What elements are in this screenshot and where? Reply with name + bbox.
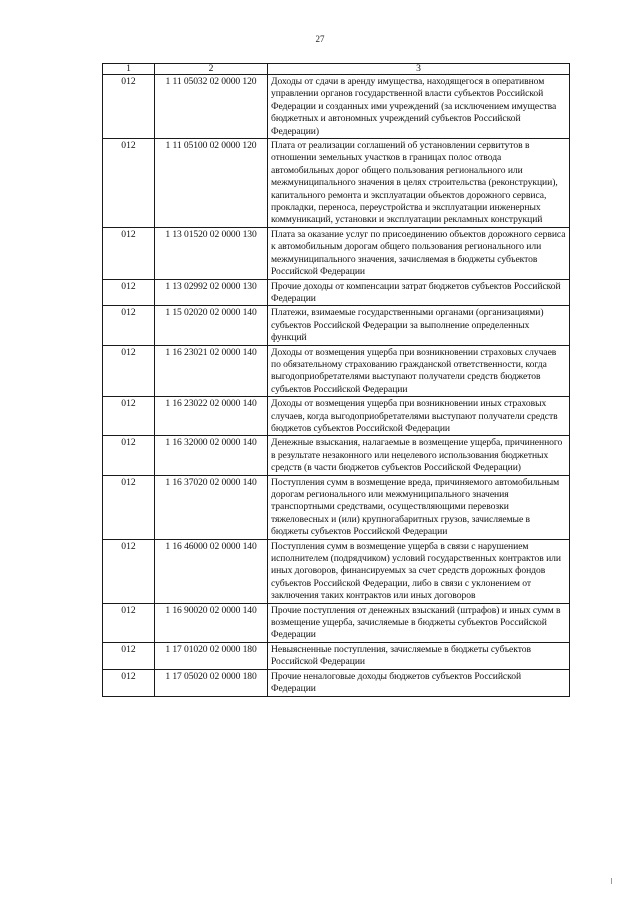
revenue-code-cell: 1 13 01520 02 0000 130	[155, 227, 268, 279]
admin-code-cell: 012	[103, 603, 155, 642]
revenue-description-cell: Поступления сумм в возмещение ущерба в связи с нарушением исполнителем (подрядчиком) условий государственных контрактов или иных договоров, финансируемых за счет средств дорожных фондов субъектов Российской Федерации, либо в связи с уклонением от заключения таких контрактов или иных договоров	[268, 539, 570, 603]
revenue-description-cell: Доходы от возмещения ущерба при возникновении страховых случаев по обязательному страхованию гражданской ответственности, когда выгодоприобретателями выступают получатели средств бюджетов субъектов Российской Федерации	[268, 345, 570, 397]
table-row	[103, 436, 570, 475]
admin-code-cell: 012	[103, 539, 155, 603]
table-row	[103, 306, 570, 345]
revenue-description-cell: Доходы от сдачи в аренду имущества, находящегося в оперативном управлении органов государственной власти субъектов Российской Федерации и созданных ими учреждений (за исключением имущества бюджетных и автономных учреждений субъектов Российской Федерации)	[268, 75, 570, 139]
table-header-row	[103, 64, 570, 75]
header-col-1: 1	[103, 64, 155, 75]
revenue-description-cell: Плата от реализации соглашений об установлении сервитутов в отношении земельных участков в границах полос отвода автомобильных дорог общего пользования регионального или межмуниципального значения в целях строительства (реконструкции), капитального ремонта и эксплуатации объектов дорожного сервиса, прокладки, переноса, переустройства и эксплуатации инженерных коммуникаций, установки и эксплуатации рекламных конструкций	[268, 139, 570, 228]
admin-code-cell: 012	[103, 669, 155, 696]
revenue-code-cell: 1 16 23022 02 0000 140	[155, 397, 268, 436]
revenue-description-cell: Прочие неналоговые доходы бюджетов субъектов Российской Федерации	[268, 669, 570, 696]
scan-edge-mark	[611, 878, 612, 884]
admin-code-cell: 012	[103, 279, 155, 306]
revenue-code-cell: 1 11 05032 02 0000 120	[155, 75, 268, 139]
admin-code-cell: 012	[103, 139, 155, 228]
revenue-description-cell: Денежные взыскания, налагаемые в возмещение ущерба, причиненного в результате незаконного или нецелевого использования бюджетных средств (в части бюджетов субъектов Российской Федерации)	[268, 436, 570, 475]
header-col-2: 2	[155, 64, 268, 75]
table-row	[103, 669, 570, 696]
table-row	[103, 539, 570, 603]
revenue-description-cell: Плата за оказание услуг по присоединению объектов дорожного сервиса к автомобильным дорогам общего пользования регионального или межмуниципального значения, зачисляемая в бюджеты субъектов Российской Федерации	[268, 227, 570, 279]
revenue-code-cell: 1 11 05100 02 0000 120	[155, 139, 268, 228]
admin-code-cell: 012	[103, 75, 155, 139]
revenue-code-cell: 1 16 37020 02 0000 140	[155, 475, 268, 539]
admin-code-cell: 012	[103, 642, 155, 669]
page-number: 27	[315, 34, 325, 44]
revenue-description-cell: Невыясненные поступления, зачисляемые в бюджеты субъектов Российской Федерации	[268, 642, 570, 669]
revenue-description-cell: Платежи, взимаемые государственными органами (организациями) субъектов Российской Федерации за выполнение определенных функций	[268, 306, 570, 345]
revenue-code-cell: 1 16 23021 02 0000 140	[155, 345, 268, 397]
table-row	[103, 642, 570, 669]
table-row	[103, 397, 570, 436]
admin-code-cell: 012	[103, 227, 155, 279]
revenue-description-cell: Доходы от возмещения ущерба при возникновении иных страховых случаев, когда выгодоприобретателями выступают получатели средств бюджетов субъектов Российской Федерации	[268, 397, 570, 436]
admin-code-cell: 012	[103, 306, 155, 345]
revenue-code-cell: 1 17 01020 02 0000 180	[155, 642, 268, 669]
admin-code-cell: 012	[103, 345, 155, 397]
admin-code-cell: 012	[103, 397, 155, 436]
revenue-code-cell: 1 17 05020 02 0000 180	[155, 669, 268, 696]
table-row	[103, 475, 570, 539]
revenue-code-cell: 1 16 90020 02 0000 140	[155, 603, 268, 642]
table-row	[103, 227, 570, 279]
header-col-3: 3	[268, 64, 570, 75]
revenue-description-cell: Прочие доходы от компенсации затрат бюджетов субъектов Российской Федерации	[268, 279, 570, 306]
table-row	[103, 603, 570, 642]
revenue-code-cell: 1 15 02020 02 0000 140	[155, 306, 268, 345]
table-row	[103, 345, 570, 397]
table-row	[103, 75, 570, 139]
revenue-description-cell: Поступления сумм в возмещение вреда, причиняемого автомобильным дорогам регионального или межмуниципального значения транспортными средствами, осуществляющими перевозки тяжеловесных и (или) крупногабаритных грузов, зачисляемые в бюджеты субъектов Российской Федерации	[268, 475, 570, 539]
revenue-code-cell: 1 13 02992 02 0000 130	[155, 279, 268, 306]
revenue-codes-table	[102, 63, 570, 697]
revenue-code-cell: 1 16 32000 02 0000 140	[155, 436, 268, 475]
revenue-code-cell: 1 16 46000 02 0000 140	[155, 539, 268, 603]
table-row	[103, 279, 570, 306]
table-body	[103, 75, 570, 697]
admin-code-cell: 012	[103, 475, 155, 539]
admin-code-cell: 012	[103, 436, 155, 475]
table-row	[103, 139, 570, 228]
revenue-description-cell: Прочие поступления от денежных взысканий (штрафов) и иных сумм в возмещение ущерба, зачисляемые в бюджеты субъектов Российской Федерации	[268, 603, 570, 642]
